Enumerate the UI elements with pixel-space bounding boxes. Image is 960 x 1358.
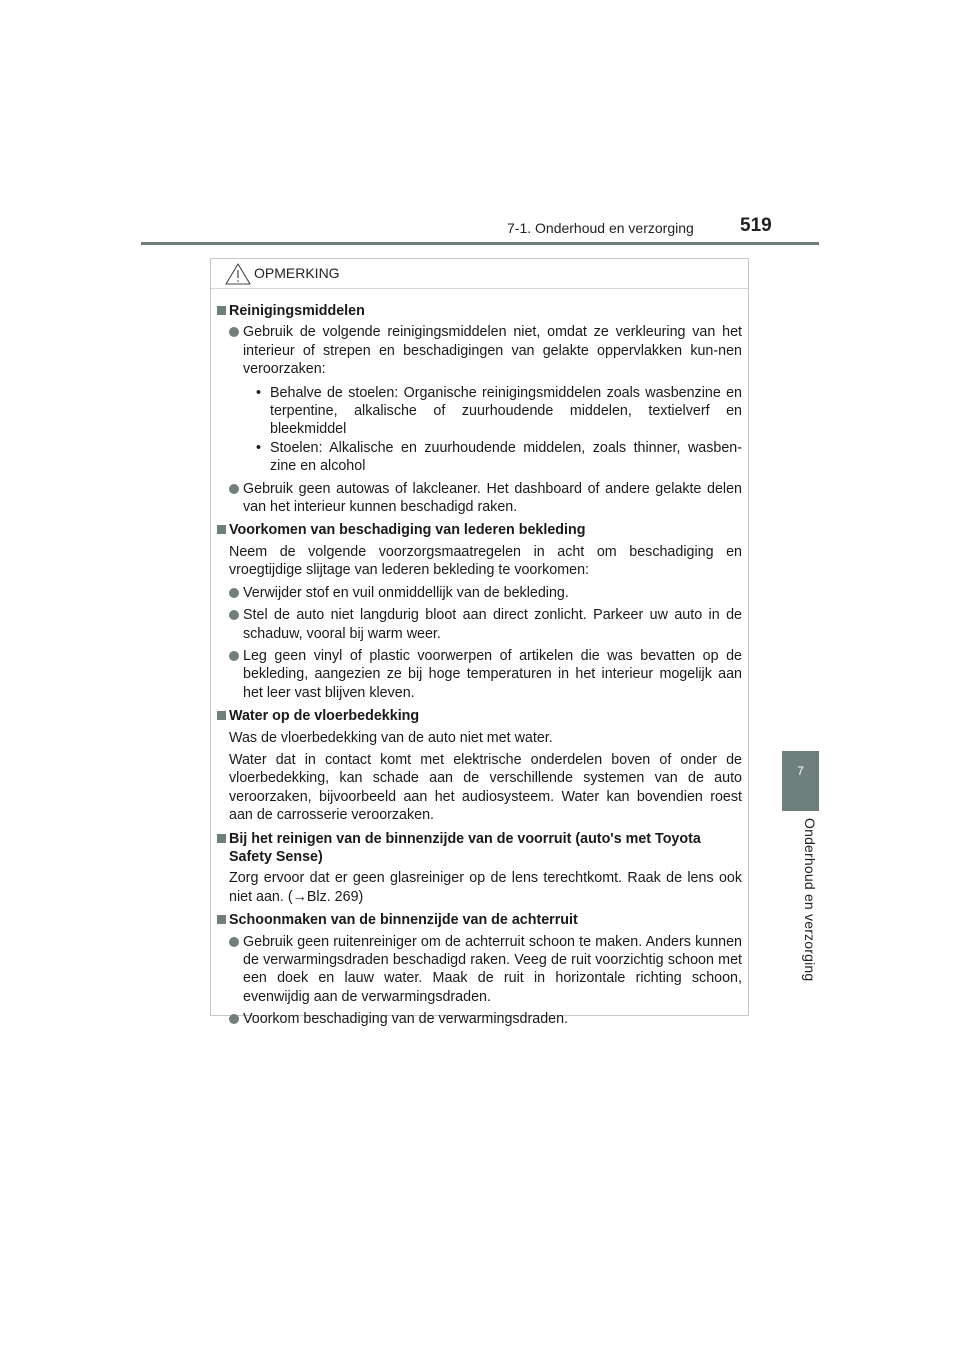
section-title: Water op de vloerbedekking [229, 708, 420, 725]
note-header [211, 259, 748, 289]
bullet-text: Voorkom beschadiging van de verwarmingsdraden. [243, 1011, 569, 1028]
note-section [216, 911, 742, 1028]
bullet-text: Gebruik geen autowas of lakcleaner. Het dashboard of andere gelakte delen van het interieur kunnen beschadigd raken. [243, 480, 742, 516]
section-square-icon [217, 711, 226, 720]
note-body [216, 302, 742, 1033]
warning-triangle-icon [225, 263, 251, 285]
section-intro: Neem de volgende voorzorgsmaatregelen in acht om beschadiging en vroegtijdige slijtage van lederen bekleding te voorkomen: [229, 543, 742, 579]
note-box [210, 258, 749, 1028]
chapter-tab-number: 7 [782, 751, 819, 811]
bullet-dot-icon [229, 651, 239, 661]
bullet-text: Leg geen vinyl of plastic voorwerpen of artikelen die was bevatten op de bekleding, aangezien ze bij hoge temperaturen in het interieur mogelijk aan het leer vast blijven kleven. [243, 647, 742, 701]
section-square-icon [217, 834, 226, 843]
bullet-dot-icon [229, 327, 239, 337]
sub-text: Behalve de stoelen: Organische reinigingsmiddelen zoals wasbenzine en terpentine, alkalische of zuurhoudende middelen, textielverf en bleekmiddel [270, 384, 742, 438]
bullet-text: Gebruik de volgende reinigingsmiddelen niet, omdat ze verkleuring van het interieur of strepen en beschadigingen van gelakte oppervlakken kun-nen veroorzaken: [243, 324, 742, 378]
bullet-item [229, 606, 742, 643]
bullet-item [229, 584, 742, 602]
bullet-text: Stel de auto niet langdurig bloot aan direct zonlicht. Parkeer uw auto in de schaduw, vooral bij warm weer. [243, 607, 742, 642]
section-title: 7-1. Onderhoud en verzorging [507, 220, 694, 236]
sub-item [243, 384, 742, 439]
note-section [216, 707, 742, 824]
bullet-dot-icon [229, 610, 239, 620]
sub-text: Stoelen: Alkalische en zuurhoudende middelen, zoals thinner, wasben-zine en alcohol [270, 439, 742, 475]
section-paragraph: Zorg ervoor dat er geen glasreiniger op de lens terechtkomt. Raak de lens ook niet aan. (→Blz. 269) [229, 870, 742, 905]
section-paragraph: Water dat in contact komt met elektrische onderdelen boven of onder de vloerbedekking, kan schade aan de verschillende systemen van de auto veroorzaken, bijvoorbeeld aan het audiosysteem. Water kan bovendien roest aan de carrosserie veroorzaken. [229, 751, 742, 824]
section-title: Reinigingsmiddelen [229, 303, 365, 319]
note-section [216, 521, 742, 702]
bullet-item [229, 1010, 742, 1028]
chapter-tab-title: Onderhoud en verzorging [802, 818, 818, 982]
sub-item [243, 439, 742, 476]
sub-bullet-icon: • [256, 384, 262, 401]
bullet-dot-icon [229, 937, 239, 947]
section-square-icon [217, 306, 226, 315]
bullet-dot-icon [229, 1014, 239, 1024]
header-divider [141, 242, 819, 245]
bullet-item [229, 480, 742, 517]
note-title: OPMERKING [254, 265, 340, 281]
sub-list [243, 384, 742, 476]
section-title: Schoonmaken van de binnenzijde van de achterruit [229, 912, 578, 929]
bullet-item [229, 933, 742, 1007]
page-number: 519 [740, 215, 772, 236]
section-square-icon [217, 525, 226, 534]
section-square-icon [217, 915, 226, 924]
bullet-text: Verwijder stof en vuil onmiddellijk van de bekleding. [243, 584, 569, 601]
bullet-text: Gebruik geen ruitenreiniger om de achterruit schoon te maken. Anders kunnen de verwarmingsdraden beschadigd raken. Veeg de ruit voorzichtig schoon met een doek en lauw water. Maak de ruit in horizontale richting schoon, evenwijdig aan de verwarmingsdraden. [243, 933, 742, 1005]
note-section [216, 302, 742, 516]
section-title: Bij het reinigen van de binnenzijde van de voorruit (auto's met Toyota Safety Sense) [229, 830, 701, 865]
note-section [216, 830, 742, 907]
bullet-dot-icon [229, 484, 239, 494]
sub-bullet-icon: • [256, 439, 262, 456]
bullet-dot-icon [229, 588, 239, 598]
bullet-item [229, 323, 742, 475]
bullet-item [229, 647, 742, 702]
section-paragraph: Was de vloerbedekking van de auto niet met water. [229, 729, 553, 746]
section-title: Voorkomen van beschadiging van lederen bekleding [229, 522, 586, 539]
